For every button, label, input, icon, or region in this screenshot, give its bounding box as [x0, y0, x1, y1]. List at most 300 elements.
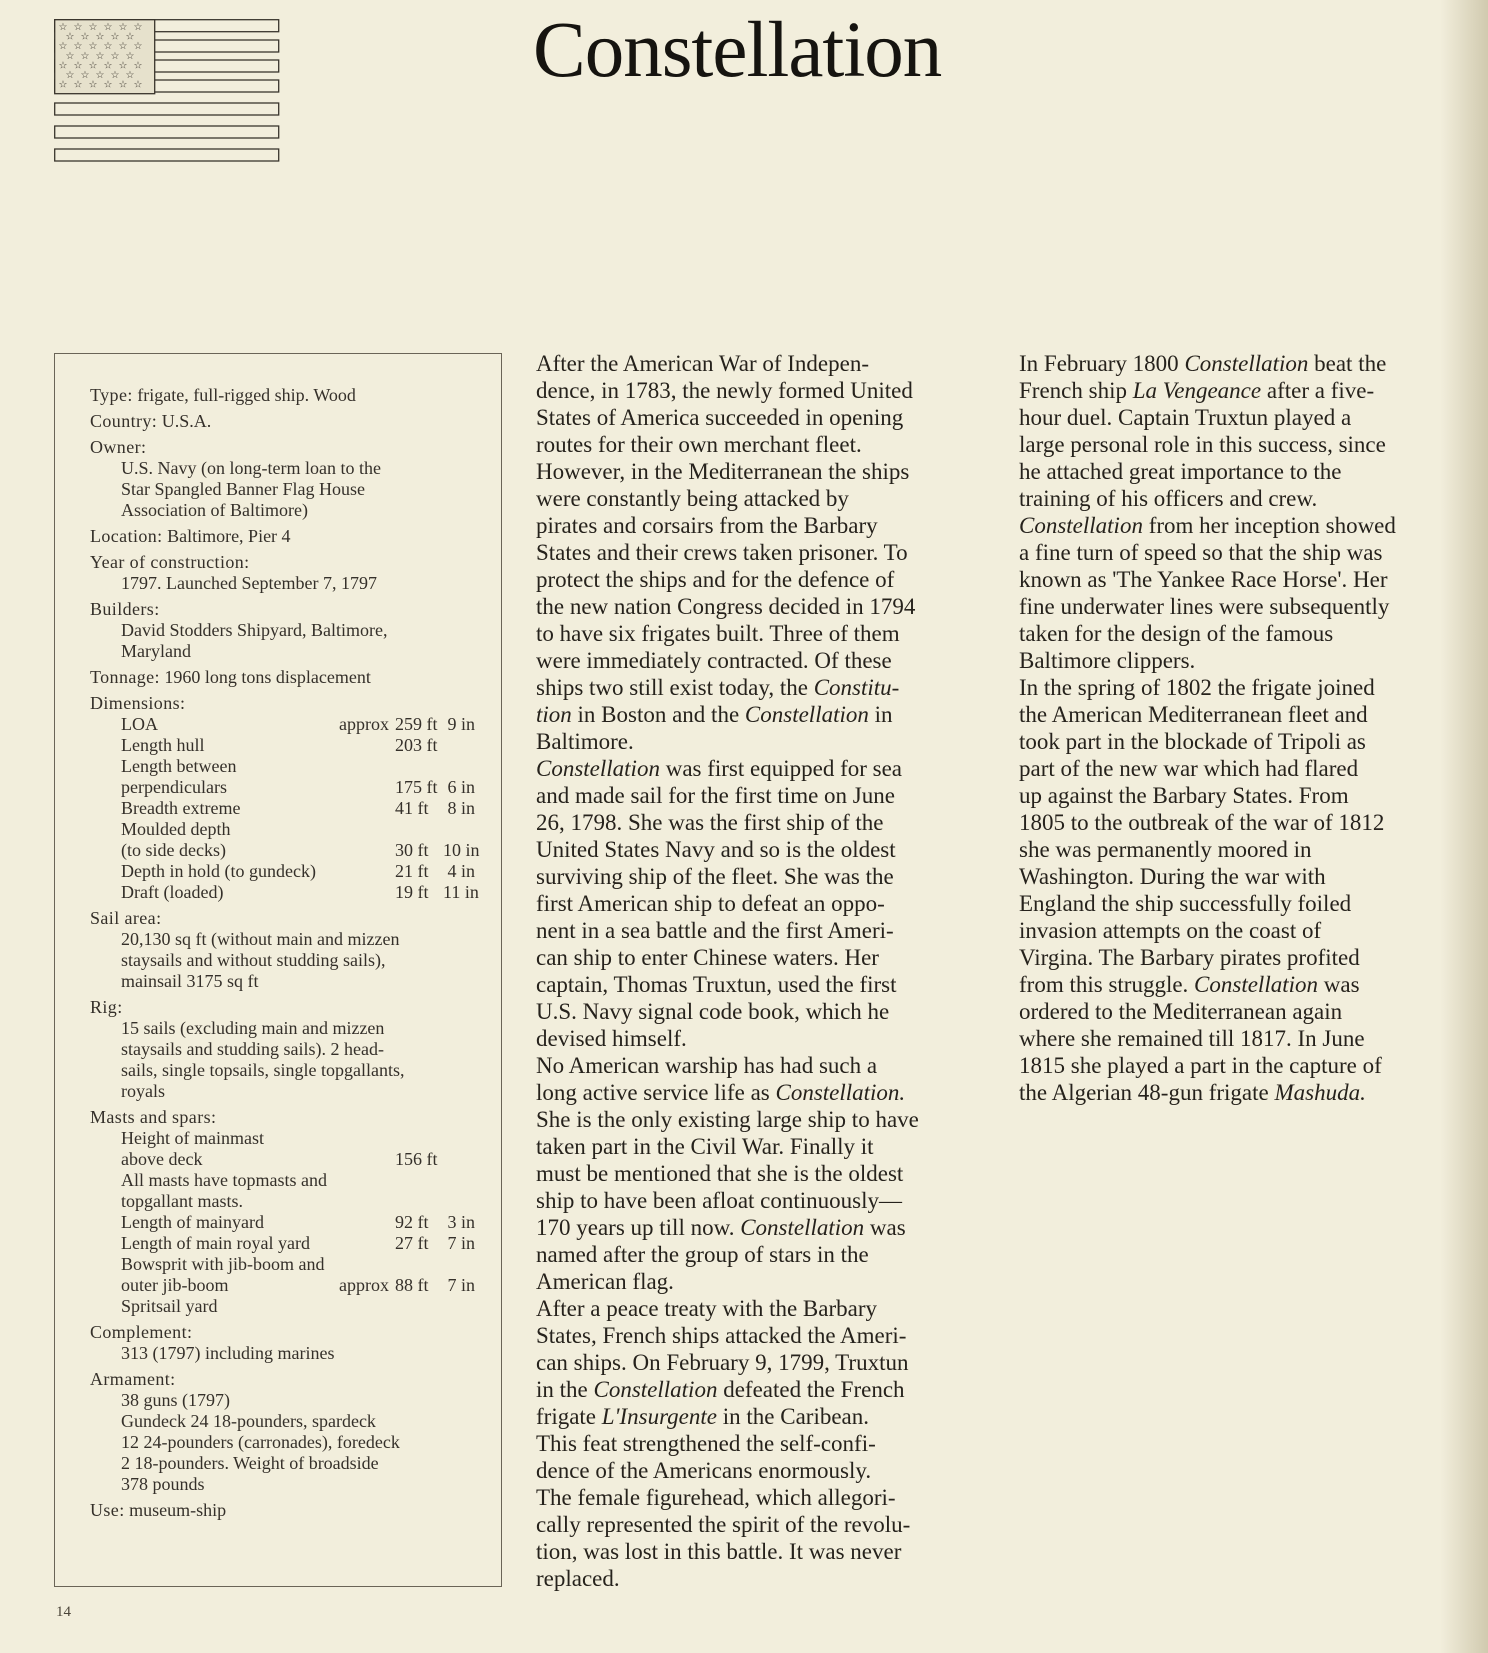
spec-value-line: U.S. Navy (on long-term loan to the — [121, 458, 381, 478]
body-text-line — [1019, 566, 1469, 593]
spec-value-line: Association of Baltimore) — [121, 500, 308, 520]
flag-star-icon: ☆ — [133, 22, 143, 33]
text-run: England the ship successfully foiled — [1019, 891, 1352, 916]
text-run: where she remained till 1817. In June — [1019, 1026, 1365, 1051]
body-text-line — [536, 485, 996, 512]
text-run: up against the Barbary States. From — [1019, 783, 1349, 808]
flag-star-icon: ☆ — [133, 60, 143, 72]
spec-label: Masts and spars: — [90, 1107, 217, 1127]
value-inches: 3 in — [447, 1212, 475, 1232]
value-feet: 19 ft — [395, 882, 429, 902]
flag-star-icon: ☆ — [133, 41, 143, 53]
spec-value-line: David Stodders Shipyard, Baltimore, — [121, 620, 388, 640]
approx-prefix: approx — [339, 714, 389, 734]
body-text-line — [1019, 890, 1469, 917]
dimension-row — [90, 840, 480, 861]
text-run: pirates and corsairs from the Barbary — [536, 513, 878, 538]
text-run: the new nation Congress decided in 1794 — [536, 594, 916, 619]
dimension-row — [90, 735, 475, 756]
dimension-label: Length hull — [121, 735, 205, 755]
dimension-row — [90, 861, 475, 882]
body-text-line — [536, 1457, 996, 1484]
body-text-line — [1019, 350, 1469, 377]
body-text-line — [1019, 971, 1469, 998]
text-run: and made sail for the first time on June — [536, 783, 895, 808]
flag-star-icon: ☆ — [73, 41, 83, 53]
text-run: large personal role in this success, since — [1019, 432, 1386, 457]
flag-star-icon: ☆ — [110, 70, 120, 81]
flag-star-icon: ☆ — [80, 31, 90, 43]
body-text-line — [536, 1430, 996, 1457]
body-text-line — [536, 566, 996, 593]
body-text-line — [1019, 485, 1469, 512]
flag-star-icon: ☆ — [103, 60, 113, 72]
text-run: were constantly being attacked by — [536, 486, 849, 511]
body-text-line — [536, 1403, 996, 1430]
spec-list — [90, 385, 480, 1526]
spec-complement — [90, 1322, 475, 1364]
spec-label: Complement: — [90, 1322, 193, 1342]
body-text-line — [536, 971, 996, 998]
dimension-value — [330, 1275, 475, 1296]
spec-label: Sail area: — [90, 908, 162, 928]
dimension-value — [330, 840, 480, 861]
dimension-value — [330, 735, 475, 756]
flag-star-icon: ☆ — [125, 70, 135, 81]
spec-value-line: 1797. Launched September 7, 1797 — [121, 573, 377, 593]
body-text-line — [536, 404, 996, 431]
flag-star-icon: ☆ — [88, 41, 98, 53]
value-feet: 156 ft — [395, 1149, 438, 1169]
value-feet: 88 ft — [395, 1275, 429, 1295]
text-run: 1805 to the outbreak of the war of 1812 — [1019, 810, 1385, 835]
spec-value-line: mainsail 3175 sq ft — [121, 971, 259, 991]
text-run: States, French ships attacked the Ameri- — [536, 1323, 907, 1348]
body-text-line — [536, 917, 996, 944]
body-text-line — [536, 593, 996, 620]
value-feet: 92 ft — [395, 1212, 429, 1232]
text-run: 170 years up till now. — [536, 1215, 741, 1240]
body-text-line — [1019, 944, 1469, 971]
dimension-value — [330, 882, 479, 903]
text-run: defeated the French — [717, 1377, 905, 1402]
text-run: he attached great importance to the — [1019, 459, 1342, 484]
body-column-2 — [1019, 350, 1469, 1106]
dimension-row — [90, 714, 475, 735]
dimension-value — [330, 861, 475, 882]
text-run: ordered to the Mediterranean again — [1019, 999, 1343, 1024]
dimension-row — [90, 1233, 475, 1254]
body-text-line — [536, 1322, 996, 1349]
text-run: surviving ship of the fleet. She was the — [536, 864, 894, 889]
text-run: nent in a sea battle and the first Ameri- — [536, 918, 894, 943]
body-text-line — [536, 674, 996, 701]
flag-star-icon: ☆ — [118, 60, 128, 72]
text-run: part of the new war which had flared — [1019, 756, 1359, 781]
body-text-line — [1019, 377, 1469, 404]
value-inches: 9 in — [447, 714, 475, 734]
value-feet: 175 ft — [395, 777, 438, 797]
text-run: 26, 1798. She was the first ship of the — [536, 810, 884, 835]
dimension-row — [90, 1149, 475, 1170]
text-run: American flag. — [536, 1269, 674, 1294]
text-run: frigate — [536, 1404, 602, 1429]
text-run: took part in the blockade of Tripoli as — [1019, 729, 1366, 754]
italic-ship-name: Constellation — [536, 756, 660, 781]
dimension-value — [330, 1233, 475, 1254]
flag-star-icon: ☆ — [110, 50, 120, 62]
body-text-line — [536, 863, 996, 890]
dimension-label: Depth in hold (to gundeck) — [121, 861, 316, 881]
dimension-label: Length of main royal yard — [121, 1233, 310, 1253]
flag-star-icon: ☆ — [80, 70, 90, 81]
body-column-1 — [536, 350, 996, 1592]
body-text-line — [536, 377, 996, 404]
body-text-line — [536, 1187, 996, 1214]
body-text-line — [536, 539, 996, 566]
flag-star-icon: ☆ — [58, 41, 68, 53]
dimension-label: Length between — [121, 756, 237, 776]
dimension-value — [330, 777, 475, 798]
spec-value-line: 12 24-pounders (carronades), foredeck — [121, 1432, 400, 1452]
flag-star-icon: ☆ — [95, 31, 105, 43]
flag-star-icon: ☆ — [58, 22, 68, 33]
body-text-line — [1019, 431, 1469, 458]
spec-label: Year of construction: — [90, 552, 250, 572]
dimension-row — [90, 1128, 475, 1149]
text-run: In February 1800 — [1019, 351, 1185, 376]
spec-type — [90, 385, 475, 406]
value-inches — [443, 1149, 475, 1170]
flag-star-icon: ☆ — [73, 79, 83, 91]
spec-year — [90, 552, 475, 594]
italic-ship-name: Constellation — [1184, 351, 1309, 376]
dimension-row — [90, 1275, 475, 1296]
spec-value: museum-ship — [129, 1500, 227, 1520]
dimension-row — [90, 1254, 475, 1275]
text-run: was — [1318, 972, 1360, 997]
flag-star-icon: ☆ — [110, 31, 120, 43]
flag-star-icon: ☆ — [80, 50, 90, 62]
text-run: known as 'The Yankee Race Horse'. Her — [1019, 567, 1388, 592]
spec-value: frigate, full-rigged ship. Wood — [137, 385, 356, 405]
body-text-line — [536, 1106, 996, 1133]
dimension-label: Spritsail yard — [121, 1296, 218, 1316]
spec-value: U.S.A. — [161, 411, 212, 431]
text-run: ships two still exist today, the — [536, 675, 814, 700]
flag-star-icon: ☆ — [88, 60, 98, 72]
body-text-line — [1019, 863, 1469, 890]
body-text-line — [536, 1133, 996, 1160]
dimension-label: (to side decks) — [121, 840, 226, 860]
value-inches: 7 in — [447, 1233, 475, 1253]
dimension-label: Draft (loaded) — [121, 882, 224, 902]
text-run: long active service life as — [536, 1080, 776, 1105]
text-run: ship to have been afloat continuously— — [536, 1188, 903, 1213]
text-run: 1815 she played a part in the capture of — [1019, 1053, 1382, 1078]
dimension-row — [90, 777, 475, 798]
spec-value-line: 378 pounds — [121, 1474, 205, 1494]
text-run: must be mentioned that she is the oldest — [536, 1161, 904, 1186]
body-text-line — [536, 458, 996, 485]
spec-armament — [90, 1369, 475, 1495]
dimension-label: Bowsprit with jib-boom and — [121, 1254, 325, 1274]
spec-sail-area — [90, 908, 475, 992]
flag-star-icon: ☆ — [118, 22, 128, 33]
value-inches: 6 in — [447, 777, 475, 797]
body-text-line — [536, 1241, 996, 1268]
text-run: in the — [536, 1377, 594, 1402]
body-text-line — [1019, 593, 1469, 620]
body-text-line — [536, 620, 996, 647]
italic-ship-name: Constellation — [740, 1215, 865, 1240]
value-feet: 259 ft — [395, 714, 438, 734]
body-text-line — [536, 944, 996, 971]
spec-value-line: 15 sails (excluding main and mizzen — [121, 1018, 385, 1038]
flag-star-icon: ☆ — [88, 22, 98, 33]
value-inches: 11 in — [443, 882, 479, 902]
spec-use — [90, 1500, 475, 1521]
body-text-line — [536, 1376, 996, 1403]
flag-star-icon: ☆ — [88, 79, 98, 91]
dimension-label: perpendiculars — [121, 777, 227, 797]
flag-star-icon: ☆ — [58, 79, 68, 91]
text-run: In the spring of 1802 the frigate joined — [1019, 675, 1375, 700]
spec-label: Dimensions: — [90, 693, 186, 713]
body-text-line — [536, 1349, 996, 1376]
body-text-line — [536, 1268, 996, 1295]
body-text-line — [1019, 539, 1469, 566]
text-run: protect the ships and for the defence of — [536, 567, 895, 592]
body-text-line — [536, 1511, 996, 1538]
masts-table — [90, 1128, 475, 1317]
text-run: However, in the Mediterranean the ships — [536, 459, 910, 484]
spec-value-line: Maryland — [121, 641, 191, 661]
spec-tonnage — [90, 667, 475, 688]
italic-ship-name: Mashuda. — [1274, 1080, 1366, 1105]
value-inches: 8 in — [447, 798, 475, 818]
italic-ship-name: Constellation — [1194, 972, 1318, 997]
dimension-row — [90, 1296, 475, 1317]
dimension-label: Moulded depth — [121, 819, 231, 839]
text-run: dence, in 1783, the newly formed United — [536, 378, 913, 403]
text-run: first American ship to defeat an oppo- — [536, 891, 885, 916]
text-run: was first equipped for sea — [659, 756, 903, 781]
text-run: replaced. — [536, 1566, 620, 1591]
dimension-label: LOA — [121, 714, 158, 734]
text-run: French ship — [1019, 378, 1133, 403]
spec-value: Baltimore, Pier 4 — [167, 526, 291, 546]
spec-label: Location: — [90, 526, 163, 546]
text-run: can ships. On February 9, 1799, Truxtun — [536, 1350, 909, 1375]
dimension-label: Length of mainyard — [121, 1212, 264, 1232]
body-text-line — [1019, 620, 1469, 647]
page-title: Constellation — [533, 7, 942, 94]
italic-ship-name: Constellation — [593, 1377, 718, 1402]
text-run: routes for their own merchant fleet. — [536, 432, 862, 457]
spec-location — [90, 526, 475, 547]
spec-label: Tonnage: — [90, 667, 160, 687]
text-run: After a peace treaty with the Barbary — [536, 1296, 877, 1321]
body-text-line — [536, 1052, 996, 1079]
body-text-line — [536, 728, 996, 755]
text-run: She is the only existing large ship to have — [536, 1107, 919, 1132]
text-run: After the American War of Indepen- — [536, 351, 869, 376]
dimension-label: Height of mainmast — [121, 1128, 264, 1148]
flag-star-icon: ☆ — [118, 41, 128, 53]
flag-star-icon: ☆ — [95, 50, 105, 62]
dimension-label: All masts have topmasts and — [121, 1170, 327, 1190]
dimension-label: above deck — [121, 1149, 203, 1169]
value-feet: 27 ft — [395, 1233, 429, 1253]
text-run: No American warship has had such a — [536, 1053, 878, 1078]
text-run: were immediately contracted. Of these — [536, 648, 892, 673]
body-text-line — [536, 755, 996, 782]
text-run: tion, was lost in this battle. It was never — [536, 1539, 902, 1564]
spec-masts — [90, 1107, 475, 1317]
body-text-line — [536, 836, 996, 863]
text-run: captain, Thomas Truxtun, used the first — [536, 972, 897, 997]
body-text-line — [536, 1214, 996, 1241]
flag-star-icon: ☆ — [103, 41, 113, 53]
spec-value-line: 20,130 sq ft (without main and mizzen — [121, 929, 400, 949]
spec-country — [90, 411, 475, 432]
text-run: This feat strengthened the self-confi- — [536, 1431, 876, 1456]
dimension-row — [90, 1212, 475, 1233]
dimension-label: topgallant masts. — [121, 1191, 243, 1211]
body-text-line — [536, 1079, 996, 1106]
spec-value: 1960 long tons displacement — [164, 667, 371, 687]
text-run: from her inception showed — [1142, 513, 1396, 538]
text-run: she was permanently moored in — [1019, 837, 1312, 862]
body-text-line — [536, 782, 996, 809]
spec-builders — [90, 599, 475, 662]
body-text-line — [1019, 728, 1469, 755]
flag-star-icon: ☆ — [58, 60, 68, 72]
page-number: 14 — [56, 1604, 71, 1620]
text-run: the American Mediterranean fleet and — [1019, 702, 1368, 727]
dimension-row — [90, 819, 475, 840]
value-feet: 41 ft — [395, 798, 429, 818]
text-run: hour duel. Captain Truxtun played a — [1019, 405, 1352, 430]
body-text-line — [536, 1484, 996, 1511]
body-text-line — [1019, 701, 1469, 728]
body-text-line — [1019, 1052, 1469, 1079]
text-run: Baltimore. — [536, 729, 634, 754]
text-run: Virgina. The Barbary pirates profited — [1019, 945, 1360, 970]
body-text-line — [536, 512, 996, 539]
italic-ship-name: La Vengeance — [1132, 378, 1262, 403]
body-text-line — [1019, 404, 1469, 431]
spec-label: Rig: — [90, 997, 123, 1017]
body-text-line — [1019, 836, 1469, 863]
text-run: beat the — [1308, 351, 1387, 376]
text-run: after a five- — [1261, 378, 1375, 403]
body-text-line — [536, 809, 996, 836]
body-text-line — [536, 701, 996, 728]
value-feet: 203 ft — [395, 735, 438, 755]
text-run: dence of the Americans enormously. — [536, 1458, 872, 1483]
value-feet: 21 ft — [395, 861, 429, 881]
italic-ship-name: Constellation — [1019, 513, 1143, 538]
text-run: training of his officers and crew. — [1019, 486, 1318, 511]
dimension-value — [330, 714, 475, 735]
dimension-row — [90, 1170, 475, 1191]
flag-star-icon: ☆ — [65, 50, 75, 62]
text-run: States of America succeeded in opening — [536, 405, 904, 430]
spec-value-line: royals — [121, 1081, 165, 1101]
dimension-value — [330, 798, 475, 819]
text-run: from this struggle. — [1019, 972, 1195, 997]
text-run: invasion attempts on the coast of — [1019, 918, 1322, 943]
spec-value-line: Gundeck 24 18-pounders, spardeck — [121, 1411, 376, 1431]
flag-star-icon: ☆ — [65, 31, 75, 43]
text-run: in — [868, 702, 893, 727]
text-run: U.S. Navy signal code book, which he — [536, 999, 890, 1024]
text-run: The female figurehead, which allegori- — [536, 1485, 896, 1510]
text-run: fine underwater lines were subsequently — [1019, 594, 1390, 619]
flag-star-icon: ☆ — [95, 70, 105, 81]
body-text-line — [1019, 917, 1469, 944]
flag-star-icon: ☆ — [73, 22, 83, 33]
text-run: named after the group of stars in the — [536, 1242, 869, 1267]
text-run: States and their crews taken prisoner. To — [536, 540, 908, 565]
spec-rig — [90, 997, 475, 1102]
dimension-label: Breadth extreme — [121, 798, 241, 818]
body-text-line — [1019, 512, 1469, 539]
text-run: in Boston and the — [571, 702, 745, 727]
value-inches: 7 in — [447, 1275, 475, 1295]
text-run: in the Caribean. — [717, 1404, 870, 1429]
text-run: was — [864, 1215, 906, 1240]
dimension-row — [90, 882, 479, 903]
text-run: can ship to enter Chinese waters. Her — [536, 945, 879, 970]
italic-ship-name: Constellation — [744, 702, 869, 727]
dimension-value — [330, 1149, 475, 1170]
flag-star-icon: ☆ — [133, 79, 143, 91]
spec-value-line: staysails and studding sails). 2 head- — [121, 1039, 384, 1059]
spec-value-line: 38 guns (1797) — [121, 1390, 230, 1410]
spec-value-line: staysails and without studding sails), — [121, 950, 386, 970]
flag-star-icon: ☆ — [73, 60, 83, 72]
body-text-line — [1019, 674, 1469, 701]
flag-star-icon: ☆ — [103, 79, 113, 91]
italic-ship-name: tion — [536, 702, 572, 727]
body-text-line — [1019, 1079, 1469, 1106]
text-run: Washington. During the war with — [1019, 864, 1326, 889]
dimension-row — [90, 756, 475, 777]
spec-dimensions — [90, 693, 480, 903]
flag-star-icon: ☆ — [65, 70, 75, 81]
us-flag-icon — [54, 19, 280, 163]
text-run: devised himself. — [536, 1026, 687, 1051]
text-run: taken part in the Civil War. Finally it — [536, 1134, 874, 1159]
spec-label: Use: — [90, 1500, 125, 1520]
italic-ship-name: L'Insurgente — [601, 1404, 717, 1429]
body-text-line — [536, 998, 996, 1025]
spec-value-line: sails, single topsails, single topgallants, — [121, 1060, 405, 1080]
flag-star-icon: ☆ — [103, 22, 113, 33]
dimension-label: outer jib-boom — [121, 1275, 229, 1295]
text-run: United States Navy and so is the oldest — [536, 837, 896, 862]
approx-prefix: approx — [339, 1275, 389, 1295]
spec-label: Armament: — [90, 1369, 176, 1389]
body-text-line — [536, 1295, 996, 1322]
value-feet: 30 ft — [395, 840, 429, 860]
body-text-line — [536, 350, 996, 377]
body-text-line — [536, 1025, 996, 1052]
spec-value-line: Star Spangled Banner Flag House — [121, 479, 365, 499]
